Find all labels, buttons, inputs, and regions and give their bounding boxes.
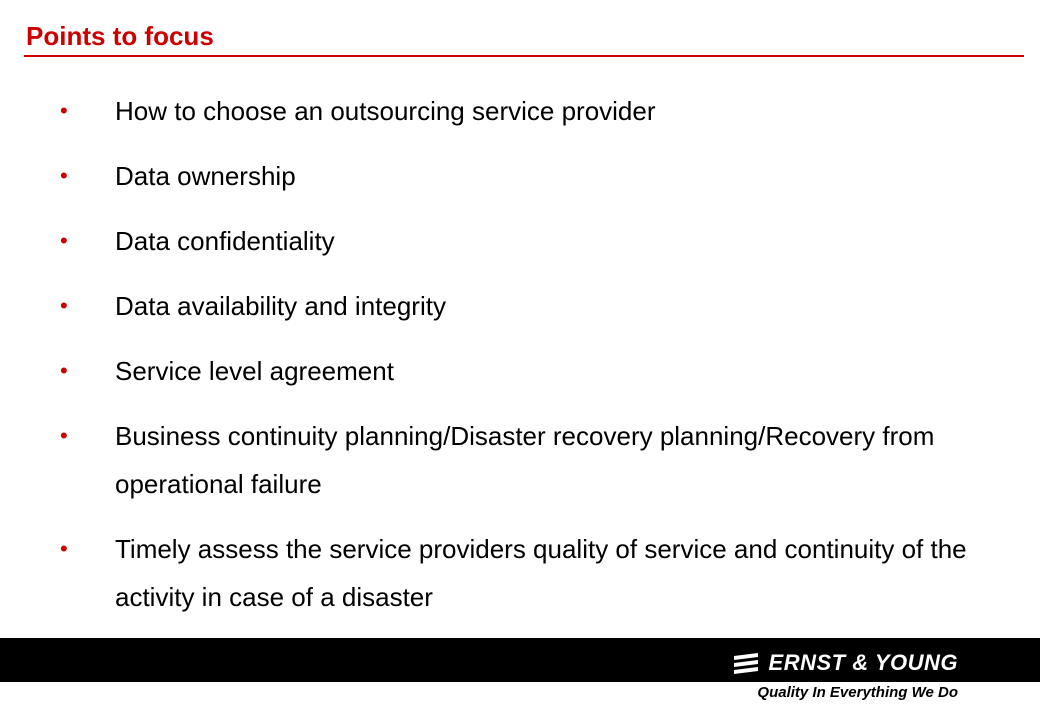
bullet-text: How to choose an outsourcing service provider (115, 96, 656, 126)
ernst-young-logo-icon (731, 652, 761, 674)
bullet-item (0, 525, 1040, 621)
bullet-text: Data ownership (115, 161, 296, 191)
bullet-text: Timely assess the service providers quality of service and continuity of the activity in case of a disaster (115, 534, 967, 612)
bullet-marker: • (60, 293, 68, 318)
bullet-item (0, 412, 1040, 508)
bullet-item (0, 282, 1040, 330)
bullet-text: Data confidentiality (115, 226, 335, 256)
bullet-marker: • (60, 163, 68, 188)
bullet-item (0, 152, 1040, 200)
bullet-item (0, 87, 1040, 135)
company-tagline: Quality In Everything We Do (757, 684, 958, 701)
bullet-marker: • (60, 358, 68, 383)
bullet-marker: • (60, 228, 68, 253)
bullet-item (0, 347, 1040, 395)
bullet-marker: • (60, 423, 68, 448)
bullet-text: Business continuity planning/Disaster recovery planning/Recovery from operational failure (115, 421, 935, 499)
bullet-list (0, 87, 1040, 638)
bullet-marker: • (60, 536, 68, 561)
logo-wordmark: ERNST & YOUNG (768, 650, 958, 675)
bullet-text: Data availability and integrity (115, 291, 446, 321)
bullet-marker: • (60, 98, 68, 123)
bullet-item (0, 217, 1040, 265)
bullet-text: Service level agreement (115, 356, 394, 386)
slide-title: Points to focus (26, 21, 214, 51)
title-underline (24, 55, 1024, 57)
company-logo (731, 651, 958, 675)
